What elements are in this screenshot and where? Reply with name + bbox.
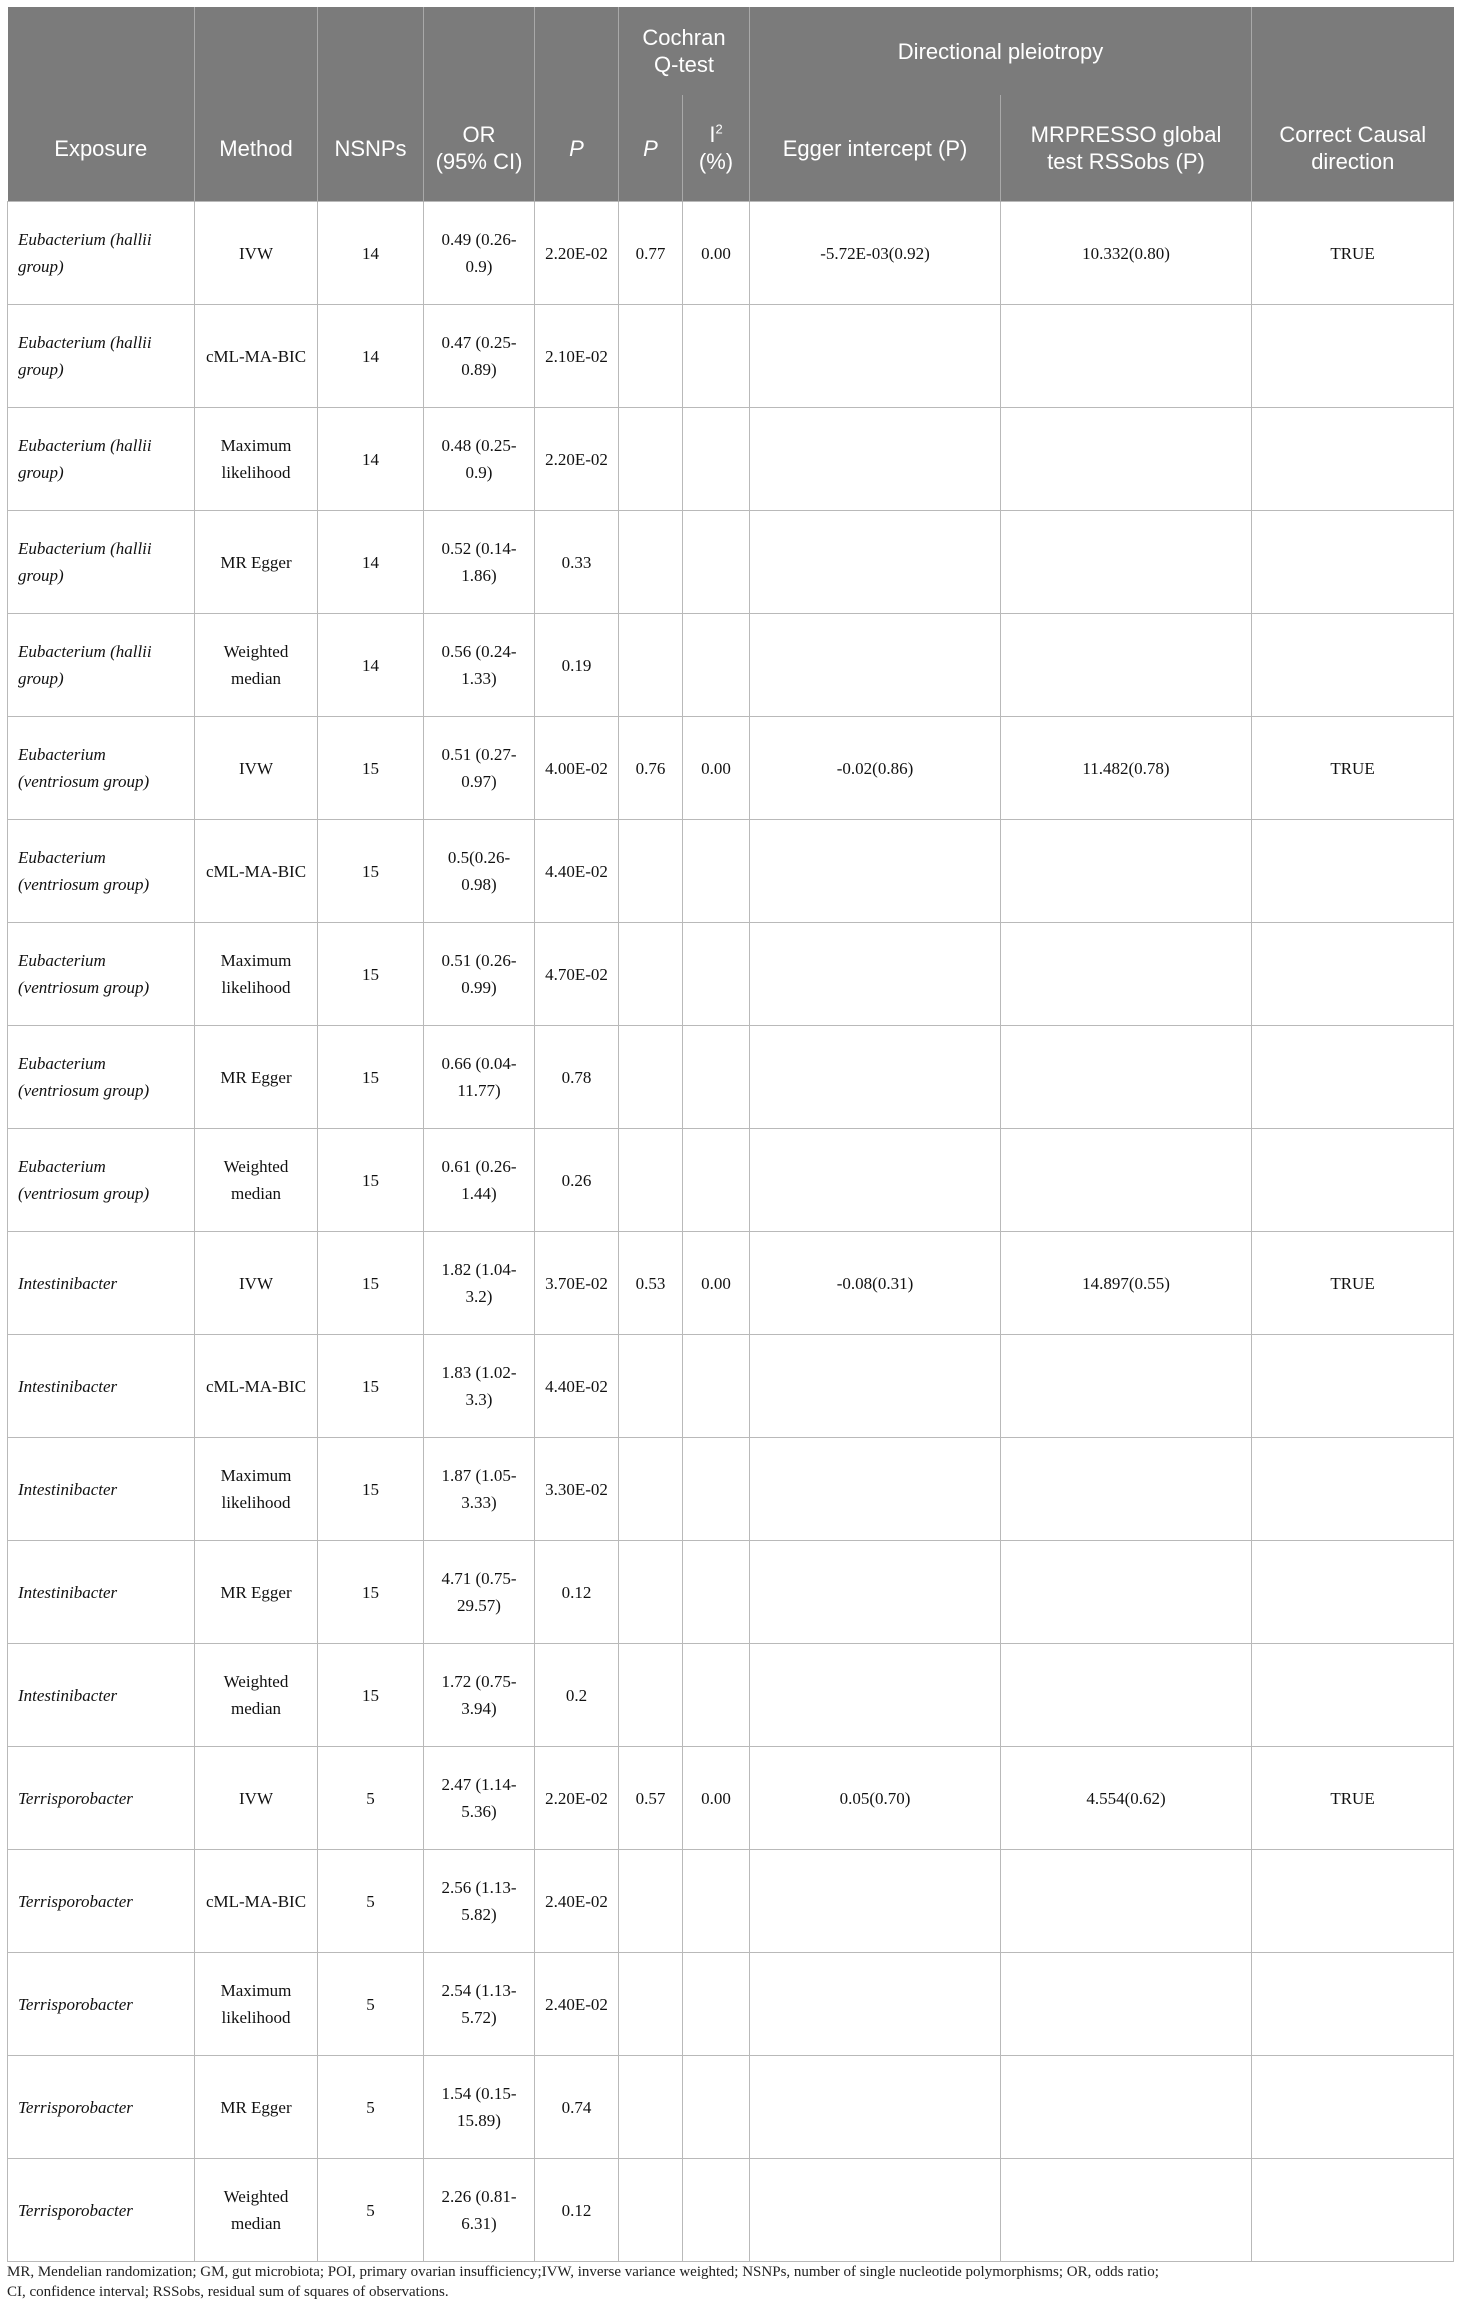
cell-i2: 0.00	[683, 1747, 750, 1850]
cell-correct-causal-direction: TRUE	[1252, 202, 1454, 305]
cell-method: MR Egger	[195, 1541, 318, 1644]
cell-mrpresso	[1001, 511, 1252, 614]
cell-method: Maximum likelihood	[195, 923, 318, 1026]
cell-or: 0.48 (0.25-0.9)	[424, 408, 535, 511]
cell-exposure: Eubacterium (hallii group)	[8, 408, 195, 511]
cell-cochran-p	[619, 1953, 683, 2056]
cell-egger-intercept	[750, 923, 1001, 1026]
cell-exposure: Eubacterium (hallii group)	[8, 511, 195, 614]
cell-method: Maximum likelihood	[195, 1953, 318, 2056]
header-directional-pleiotropy: Directional pleiotropy	[750, 7, 1252, 95]
cell-or: 1.83 (1.02-3.3)	[424, 1335, 535, 1438]
cell-p: 0.12	[535, 2159, 619, 2262]
cell-cochran-p	[619, 1335, 683, 1438]
cell-mrpresso	[1001, 2056, 1252, 2159]
cell-mrpresso	[1001, 1850, 1252, 1953]
cell-nsnps: 5	[318, 2056, 424, 2159]
cell-exposure: Terrisporobacter	[8, 1953, 195, 2056]
cell-exposure: Terrisporobacter	[8, 1850, 195, 1953]
cell-i2	[683, 1129, 750, 1232]
cell-p: 3.70E-02	[535, 1232, 619, 1335]
cell-method: IVW	[195, 1747, 318, 1850]
cell-correct-causal-direction	[1252, 923, 1454, 1026]
cell-i2	[683, 1438, 750, 1541]
cell-i2	[683, 923, 750, 1026]
cell-cochran-p	[619, 614, 683, 717]
cell-p: 0.74	[535, 2056, 619, 2159]
cell-mrpresso	[1001, 1129, 1252, 1232]
table-row	[8, 1232, 1454, 1335]
cell-correct-causal-direction	[1252, 1541, 1454, 1644]
cell-cochran-p	[619, 820, 683, 923]
cell-egger-intercept: -0.08(0.31)	[750, 1232, 1001, 1335]
cell-i2	[683, 1644, 750, 1747]
header-egger-intercept: Egger intercept (P)	[750, 95, 1001, 202]
cell-nsnps: 15	[318, 1026, 424, 1129]
cell-nsnps: 15	[318, 1129, 424, 1232]
cell-p: 2.40E-02	[535, 1850, 619, 1953]
cell-cochran-p	[619, 511, 683, 614]
cell-exposure: Intestinibacter	[8, 1541, 195, 1644]
header-blank-p	[535, 7, 619, 95]
cell-mrpresso	[1001, 2159, 1252, 2262]
cell-egger-intercept	[750, 820, 1001, 923]
cell-correct-causal-direction	[1252, 1026, 1454, 1129]
cell-method: cML-MA-BIC	[195, 305, 318, 408]
cell-i2	[683, 1541, 750, 1644]
table-row	[8, 1335, 1454, 1438]
cell-egger-intercept	[750, 2056, 1001, 2159]
cell-cochran-p	[619, 305, 683, 408]
cell-p: 2.20E-02	[535, 408, 619, 511]
table-row	[8, 1129, 1454, 1232]
cell-nsnps: 5	[318, 1850, 424, 1953]
table-body	[8, 202, 1454, 2262]
cell-p: 2.10E-02	[535, 305, 619, 408]
cell-nsnps: 15	[318, 1335, 424, 1438]
header-cochran-q-test: Cochran Q-test	[619, 7, 750, 95]
cell-exposure: Terrisporobacter	[8, 1747, 195, 1850]
cell-p: 0.12	[535, 1541, 619, 1644]
cell-method: Weighted median	[195, 2159, 318, 2262]
cell-p: 2.40E-02	[535, 1953, 619, 2056]
cell-or: 0.66 (0.04-11.77)	[424, 1026, 535, 1129]
cell-exposure: Eubacterium (hallii group)	[8, 305, 195, 408]
cell-p: 0.33	[535, 511, 619, 614]
cell-exposure: Intestinibacter	[8, 1232, 195, 1335]
cell-mrpresso: 4.554(0.62)	[1001, 1747, 1252, 1850]
cell-cochran-p	[619, 2056, 683, 2159]
cell-i2	[683, 305, 750, 408]
header-blank-or	[424, 7, 535, 95]
cell-nsnps: 15	[318, 717, 424, 820]
cell-or: 2.54 (1.13-5.72)	[424, 1953, 535, 2056]
cell-correct-causal-direction: TRUE	[1252, 1747, 1454, 1850]
header-i2-unit: (%)	[698, 149, 734, 174]
table-row	[8, 820, 1454, 923]
cell-egger-intercept	[750, 511, 1001, 614]
cell-or: 0.49 (0.26-0.9)	[424, 202, 535, 305]
cell-mrpresso	[1001, 1644, 1252, 1747]
header-blank-exposure	[8, 7, 195, 95]
cell-nsnps: 14	[318, 305, 424, 408]
cell-mrpresso	[1001, 923, 1252, 1026]
cell-nsnps: 15	[318, 1232, 424, 1335]
cell-method: MR Egger	[195, 511, 318, 614]
header-cochran-p-text: P	[643, 135, 658, 161]
table-footnote	[7, 2262, 1453, 2302]
cell-cochran-p: 0.53	[619, 1232, 683, 1335]
cell-or: 2.47 (1.14-5.36)	[424, 1747, 535, 1850]
cell-correct-causal-direction	[1252, 1644, 1454, 1747]
cell-egger-intercept	[750, 1438, 1001, 1541]
header-row-top	[8, 7, 1454, 95]
cell-nsnps: 15	[318, 1438, 424, 1541]
cell-method: cML-MA-BIC	[195, 1335, 318, 1438]
header-p-text: P	[569, 135, 584, 161]
cell-p: 4.40E-02	[535, 1335, 619, 1438]
cell-correct-causal-direction	[1252, 1129, 1454, 1232]
cell-i2	[683, 1026, 750, 1129]
cell-method: IVW	[195, 717, 318, 820]
cell-nsnps: 5	[318, 1747, 424, 1850]
cell-or: 0.5(0.26-0.98)	[424, 820, 535, 923]
cell-nsnps: 14	[318, 511, 424, 614]
cell-egger-intercept	[750, 1026, 1001, 1129]
cell-correct-causal-direction	[1252, 1953, 1454, 2056]
cell-cochran-p: 0.77	[619, 202, 683, 305]
cell-method: Weighted median	[195, 1129, 318, 1232]
cell-p: 2.20E-02	[535, 1747, 619, 1850]
cell-exposure: Terrisporobacter	[8, 2056, 195, 2159]
cell-cochran-p	[619, 1541, 683, 1644]
header-or: OR (95% CI)	[424, 95, 535, 202]
table-row	[8, 511, 1454, 614]
cell-correct-causal-direction	[1252, 2159, 1454, 2262]
cell-exposure: Intestinibacter	[8, 1335, 195, 1438]
cell-method: MR Egger	[195, 1026, 318, 1129]
cell-method: cML-MA-BIC	[195, 820, 318, 923]
cell-or: 0.56 (0.24-1.33)	[424, 614, 535, 717]
cell-nsnps: 15	[318, 1644, 424, 1747]
cell-nsnps: 15	[318, 1541, 424, 1644]
cell-i2	[683, 614, 750, 717]
cell-egger-intercept	[750, 1953, 1001, 2056]
header-exposure: Exposure	[8, 95, 195, 202]
cell-exposure: Terrisporobacter	[8, 2159, 195, 2262]
table-row	[8, 1026, 1454, 1129]
cell-mrpresso	[1001, 1335, 1252, 1438]
header-blank-method	[195, 7, 318, 95]
table-row	[8, 1747, 1454, 1850]
cell-p: 0.78	[535, 1026, 619, 1129]
cell-exposure: Eubacterium (ventriosum group)	[8, 1129, 195, 1232]
cell-or: 0.47 (0.25-0.89)	[424, 305, 535, 408]
header-cochran-p	[619, 95, 683, 202]
cell-p: 4.00E-02	[535, 717, 619, 820]
cell-mrpresso	[1001, 305, 1252, 408]
footnote-line-1: MR, Mendelian randomization; GM, gut microbiota; POI, primary ovarian insufficiency;IVW, inverse variance weighted; NSNPs, number of single nucleotide polymorphisms; OR, odds ratio;	[7, 2264, 1159, 2280]
cell-cochran-p	[619, 923, 683, 1026]
cell-i2	[683, 1335, 750, 1438]
cell-i2: 0.00	[683, 717, 750, 820]
header-row-columns	[8, 95, 1454, 202]
cell-mrpresso	[1001, 1953, 1252, 2056]
header-correct-causal-direction: Correct Causal direction	[1252, 95, 1454, 202]
footnote-line-2: CI, confidence interval; RSSobs, residual sum of squares of observations.	[7, 2284, 449, 2300]
cell-egger-intercept: -0.02(0.86)	[750, 717, 1001, 820]
cell-i2	[683, 2056, 750, 2159]
cell-nsnps: 5	[318, 2159, 424, 2262]
cell-nsnps: 15	[318, 820, 424, 923]
table-row	[8, 1438, 1454, 1541]
header-i2-sup: 2	[715, 121, 723, 137]
cell-cochran-p	[619, 1129, 683, 1232]
cell-cochran-p	[619, 1026, 683, 1129]
cell-egger-intercept: 0.05(0.70)	[750, 1747, 1001, 1850]
table-row	[8, 2159, 1454, 2262]
cell-cochran-p	[619, 2159, 683, 2262]
cell-nsnps: 14	[318, 202, 424, 305]
cell-or: 0.52 (0.14-1.86)	[424, 511, 535, 614]
header-method: Method	[195, 95, 318, 202]
cell-or: 4.71 (0.75-29.57)	[424, 1541, 535, 1644]
cell-exposure: Intestinibacter	[8, 1438, 195, 1541]
cell-nsnps: 14	[318, 614, 424, 717]
header-mrpresso: MRPRESSO global test RSSobs (P)	[1001, 95, 1252, 202]
cell-cochran-p	[619, 1644, 683, 1747]
cell-exposure: Eubacterium (hallii group)	[8, 614, 195, 717]
cell-egger-intercept	[750, 1850, 1001, 1953]
table-row	[8, 2056, 1454, 2159]
cell-or: 1.54 (0.15-15.89)	[424, 2056, 535, 2159]
cell-p: 0.19	[535, 614, 619, 717]
header-blank-nsnps	[318, 7, 424, 95]
results-table-container	[7, 7, 1453, 2262]
cell-egger-intercept	[750, 1644, 1001, 1747]
cell-correct-causal-direction	[1252, 614, 1454, 717]
cell-correct-causal-direction	[1252, 1335, 1454, 1438]
table-row	[8, 1541, 1454, 1644]
cell-nsnps: 14	[318, 408, 424, 511]
cell-exposure: Eubacterium (ventriosum group)	[8, 717, 195, 820]
table-row	[8, 1953, 1454, 2056]
cell-exposure: Eubacterium (ventriosum group)	[8, 923, 195, 1026]
cell-exposure: Intestinibacter	[8, 1644, 195, 1747]
cell-egger-intercept: -5.72E-03(0.92)	[750, 202, 1001, 305]
cell-correct-causal-direction	[1252, 820, 1454, 923]
cell-p: 0.26	[535, 1129, 619, 1232]
table-row	[8, 1850, 1454, 1953]
cell-cochran-p	[619, 408, 683, 511]
cell-i2: 0.00	[683, 202, 750, 305]
cell-method: cML-MA-BIC	[195, 1850, 318, 1953]
cell-correct-causal-direction	[1252, 305, 1454, 408]
cell-method: Weighted median	[195, 614, 318, 717]
cell-i2	[683, 1850, 750, 1953]
cell-cochran-p	[619, 1438, 683, 1541]
table-row	[8, 717, 1454, 820]
cell-or: 0.51 (0.26-0.99)	[424, 923, 535, 1026]
cell-cochran-p	[619, 1850, 683, 1953]
cell-mrpresso	[1001, 1026, 1252, 1129]
cell-exposure: Eubacterium (ventriosum group)	[8, 820, 195, 923]
cell-mrpresso	[1001, 1541, 1252, 1644]
header-blank-correct	[1252, 7, 1454, 95]
cell-correct-causal-direction	[1252, 1850, 1454, 1953]
cell-egger-intercept	[750, 408, 1001, 511]
cell-or: 1.82 (1.04-3.2)	[424, 1232, 535, 1335]
cell-p: 4.40E-02	[535, 820, 619, 923]
cell-i2	[683, 820, 750, 923]
cell-cochran-p: 0.57	[619, 1747, 683, 1850]
cell-correct-causal-direction	[1252, 408, 1454, 511]
cell-egger-intercept	[750, 1541, 1001, 1644]
cell-method: Weighted median	[195, 1644, 318, 1747]
table-row	[8, 305, 1454, 408]
cell-i2	[683, 511, 750, 614]
cell-exposure: Eubacterium (ventriosum group)	[8, 1026, 195, 1129]
cell-method: IVW	[195, 202, 318, 305]
cell-mrpresso	[1001, 408, 1252, 511]
mr-results-table	[7, 7, 1454, 2262]
cell-p: 0.2	[535, 1644, 619, 1747]
cell-egger-intercept	[750, 614, 1001, 717]
cell-egger-intercept	[750, 1335, 1001, 1438]
cell-or: 0.51 (0.27-0.97)	[424, 717, 535, 820]
cell-egger-intercept	[750, 2159, 1001, 2262]
cell-mrpresso	[1001, 1438, 1252, 1541]
table-row	[8, 1644, 1454, 1747]
cell-mrpresso	[1001, 820, 1252, 923]
table-header	[8, 7, 1454, 202]
header-p	[535, 95, 619, 202]
cell-i2: 0.00	[683, 1232, 750, 1335]
cell-i2	[683, 1953, 750, 2056]
cell-correct-causal-direction	[1252, 511, 1454, 614]
cell-p: 4.70E-02	[535, 923, 619, 1026]
cell-mrpresso: 14.897(0.55)	[1001, 1232, 1252, 1335]
cell-or: 2.56 (1.13-5.82)	[424, 1850, 535, 1953]
cell-cochran-p: 0.76	[619, 717, 683, 820]
header-i2	[683, 95, 750, 202]
cell-mrpresso: 11.482(0.78)	[1001, 717, 1252, 820]
cell-nsnps: 15	[318, 923, 424, 1026]
table-row	[8, 202, 1454, 305]
cell-method: MR Egger	[195, 2056, 318, 2159]
cell-egger-intercept	[750, 1129, 1001, 1232]
cell-or: 1.72 (0.75-3.94)	[424, 1644, 535, 1747]
cell-i2	[683, 2159, 750, 2262]
header-nsnps: NSNPs	[318, 95, 424, 202]
cell-p: 3.30E-02	[535, 1438, 619, 1541]
cell-correct-causal-direction: TRUE	[1252, 717, 1454, 820]
cell-correct-causal-direction	[1252, 1438, 1454, 1541]
cell-nsnps: 5	[318, 1953, 424, 2056]
cell-method: Maximum likelihood	[195, 408, 318, 511]
cell-mrpresso: 10.332(0.80)	[1001, 202, 1252, 305]
table-row	[8, 923, 1454, 1026]
cell-or: 0.61 (0.26-1.44)	[424, 1129, 535, 1232]
cell-method: IVW	[195, 1232, 318, 1335]
header-i2-base: I	[709, 122, 716, 147]
cell-egger-intercept	[750, 305, 1001, 408]
cell-or: 2.26 (0.81-6.31)	[424, 2159, 535, 2262]
cell-mrpresso	[1001, 614, 1252, 717]
cell-method: Maximum likelihood	[195, 1438, 318, 1541]
cell-correct-causal-direction	[1252, 2056, 1454, 2159]
table-row	[8, 614, 1454, 717]
cell-correct-causal-direction: TRUE	[1252, 1232, 1454, 1335]
cell-or: 1.87 (1.05-3.33)	[424, 1438, 535, 1541]
cell-exposure: Eubacterium (hallii group)	[8, 202, 195, 305]
cell-i2	[683, 408, 750, 511]
cell-p: 2.20E-02	[535, 202, 619, 305]
table-row	[8, 408, 1454, 511]
